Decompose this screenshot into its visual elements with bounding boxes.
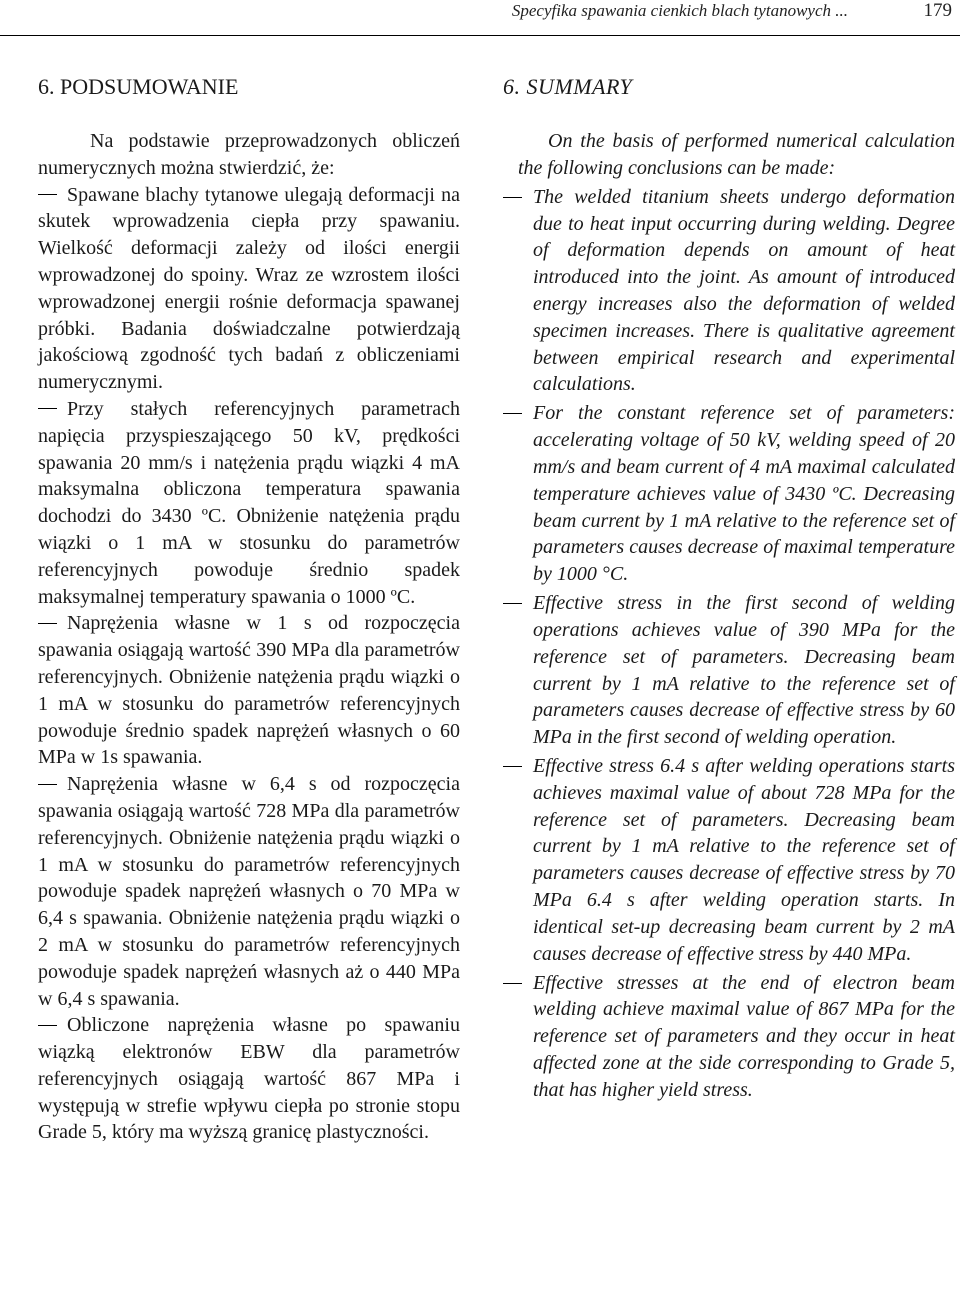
conclusion-item-pl	[38, 396, 460, 610]
conclusion-item-pl	[38, 1012, 460, 1146]
conclusions-list-pl	[38, 182, 460, 1147]
running-title: Specyfika spawania cienkich blach tytanowych ...	[511, 1, 848, 20]
dash-bullet-icon	[503, 413, 522, 414]
english-column	[503, 74, 955, 1104]
conclusion-text-pl: Spawane blachy tytanowe ulegają deformacji na skutek wprowadzenia ciepła przy spawaniu. Wielkość deformacji zależy od ilości energii wprowadzonej do spoiny. Wraz ze wzrostem ilości wprowadzonej energii rośnie deformacja spawanej próbki. Badania doświadczalne potwierdzają jakościową zgodność tych badań z obliczeniami numerycznymi.	[38, 183, 460, 394]
dash-bullet-icon	[38, 1025, 57, 1026]
conclusion-item-en	[503, 970, 955, 1104]
intro-paragraph-pl: Na podstawie przeprowadzonych obliczeń numerycznych można stwierdzić, że:	[38, 130, 460, 179]
polish-column	[38, 74, 460, 1146]
dash-bullet-icon	[38, 784, 57, 785]
conclusion-item-en	[503, 400, 955, 588]
conclusion-text-pl: Naprężenia własne w 1 s od rozpoczęcia spawania osiągają wartość 390 MPa dla parametrów referencyjnych. Obniżenie natężenia prądu wiązki o 1 mA w stosunku do parametrów referencyjnych powoduje średnio spadek naprężeń własnych o 60 MPa w 1s spawania.	[38, 612, 460, 769]
conclusion-text-en: The welded titanium sheets undergo deformation due to heat input occurring during welding. Degree of deformation depends on amount of heat introduced into the joint. As amount of introduced energy increases also the deformation of welded specimen increases. There is qualitative agreement between empirical research and experimental calculations.	[533, 185, 955, 396]
dash-bullet-icon	[503, 197, 522, 198]
conclusion-text-en: Effective stresses at the end of electron beam welding achieve maximal value of 867 MPa for the reference set of parameters and they occur in heat affected zone at the side corresponding to Grade 5, that has higher yield stress.	[533, 971, 955, 1101]
section-heading-pl: 6. PODSUMOWANIE	[38, 74, 239, 99]
conclusion-item-en	[503, 590, 955, 751]
page-number: 179	[923, 0, 952, 21]
dash-bullet-icon	[38, 194, 57, 195]
header-rule	[0, 35, 960, 36]
conclusion-item-en	[503, 753, 955, 967]
dash-bullet-icon	[503, 766, 522, 767]
dash-bullet-icon	[503, 983, 522, 984]
conclusion-item-pl	[38, 771, 460, 1012]
conclusions-list-en	[503, 184, 955, 1104]
conclusion-text-pl: Naprężenia własne w 6,4 s od rozpoczęcia spawania osiągają wartość 728 MPa dla parametrów referencyjnych. Obniżenie natężenia prądu wiązki o 1 mA w stosunku do parametrów referencyjnych powoduje spadek naprężeń własnych o 70 MPa w 6,4 s spawania. Obniżenie natężenia prądu wiązki o 2 mA w stosunku do parametrów referencyjnych powoduje spadek naprężeń własnych aż o 440 MPa w 6,4 s spawania.	[38, 773, 460, 1010]
conclusion-text-en: Effective stress 6.4 s after welding operations starts achieves maximal value of about 728 MPa for the reference set of parameters. Decreasing beam current by 1 mA relative to the reference set of parameters causes decrease of effective stress by 70 MPa 6.4 s after welding operation starts. In identical set-up decreasing beam current by 2 mA causes decrease of effective stress by 440 MPa.	[533, 755, 955, 965]
dash-bullet-icon	[38, 408, 57, 409]
conclusion-item-en	[503, 184, 955, 398]
conclusion-item-pl	[38, 182, 460, 396]
conclusion-text-en: Effective stress in the first second of welding operations achieves value of 390 MPa for the reference set of parameters. Decreasing beam current by 1 mA relative to the reference set of parameters causes decrease of effective stress by 60 MPa in the first second of welding operation.	[533, 592, 955, 749]
conclusion-text-en: For the constant reference set of parameters: accelerating voltage of 50 kV, welding speed of 20 mm/s and beam current of 4 mA maximal calculated temperature achieves value of 3430 ºC. Decreasing beam current by 1 mA relative to the reference set of parameters causes decrease of maximal temperature by 1000 °C.	[533, 402, 955, 586]
conclusion-text-pl: Przy stałych referencyjnych parametrach napięcia przyspieszającego 50 kV, prędkości spawania 20 mm/s i natężenia prądu wiązki 4 mA maksymalna obliczona temperatura spawania dochodzi do 3430 ºC. Obniżenie natężenia prądu wiązki o 1 mA w stosunku do parametrów referencyjnych powoduje średnio spadek maksymalnej temperatury spawania o 1000 ºC.	[38, 397, 460, 608]
dash-bullet-icon	[503, 603, 522, 604]
conclusion-text-pl: Obliczone naprężenia własne po spawaniu wiązką elektronów EBW dla parametrów referencyjnych osiągają wartość 867 MPa i występują w strefie wpływu ciepła po stronie stopu Grade 5, który ma wyższą granicę plastyczności.	[38, 1014, 460, 1144]
intro-paragraph-en: On the basis of performed numerical calculation the following conclusions can be made:	[518, 130, 955, 179]
dash-bullet-icon	[38, 623, 57, 624]
conclusion-item-pl	[38, 610, 460, 771]
running-header	[0, 0, 960, 40]
section-heading-en: 6. SUMMARY	[503, 74, 633, 99]
